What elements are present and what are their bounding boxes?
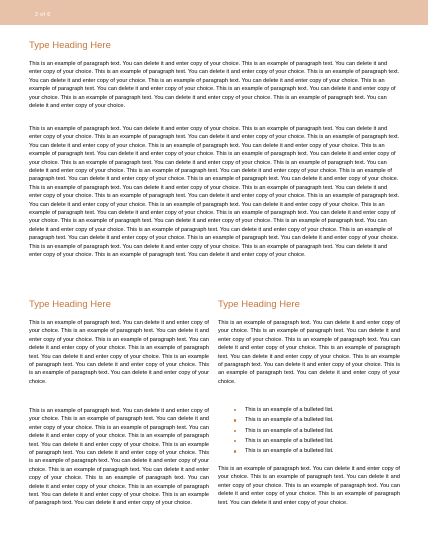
bulleted-list (218, 405, 408, 456)
section-heading-full: Type Heading Here (29, 40, 111, 51)
page-number: 2 of 6 (35, 12, 51, 18)
list-item-text: This is an example of a bulleted list. (245, 448, 334, 455)
paragraph-left-1: This is an example of paragraph text. You can delete it and enter copy of your choice. This is an example of paragraph text. You can delete it and enter copy of your choice. This is an example of paragraph text. You can delete it and enter copy of your choice. This is an example of paragraph text. You can delete it and enter copy of your choice. This is an example of paragraph text. You can delete it and enter copy of your choice. This is an example of paragraph text. You can delete it and enter copy of your choice. (29, 320, 209, 385)
list-item (218, 436, 408, 446)
list-item (218, 415, 408, 425)
list-item (218, 405, 408, 415)
list-item (218, 446, 408, 456)
section-heading-left: Type Heading Here (29, 299, 111, 310)
list-item-text: This is an example of a bulleted list. (245, 407, 334, 413)
bullet-icon (234, 419, 236, 421)
paragraph-right-2: This is an example of paragraph text. You can delete it and enter copy of your choice. This is an example of paragraph text. You can delete it and enter copy of your choice. This is an example of paragraph text. You can delete it and enter copy of your choice. This is an example of paragraph text. You can delete it and enter copy of your choice. (218, 466, 400, 506)
paragraph-full-2: This is an example of paragraph text. You can delete it and enter copy of your choice. This is an example of paragraph text. You can delete it and enter copy of your choice. This is an example of paragraph text. You can delete it and enter copy of your choice. This is an example of paragraph text. You can delete it and enter copy of your choice. This is an example of paragraph text. You can delete it and enter copy of your choice. This is an example of paragraph text. You can delete it and enter copy of your choice. This is an example of paragraph text. You can delete it and enter copy of your choice. This is an example of paragraph text. You can delete it and enter copy of your choice. This is an example of paragraph text. You can delete it and enter copy of your choice. This is an example of paragraph text. You can delete it and enter copy of your choice. This is an example of paragraph text. You can delete it and enter copy of your choice. This is an example of paragraph text. You can delete it and enter copy of your choice. This is an example of paragraph text. You can delete it and enter copy of your choice. This is an example of paragraph text. You can delete it and enter copy of your choice. This is an example of paragraph text. You can delete it and enter copy of your choice. This is an example of paragraph text. You can delete it and enter copy of your choice. This is an example of paragraph text. You can delete it and enter copy of your choice. This is an example of paragraph text. You can delete it and enter copy of your choice. This is an example of paragraph text. You can delete it and enter copy of your choice. This is an example of paragraph text. You can delete it and enter copy of your choice. This is an example of paragraph text. You can delete it and enter copy of your choice. This is an example of paragraph text. You can delete it and enter copy of your choice. This is an example of paragraph text. You can delete it and enter copy of your choice. This is an example of paragraph text. You can delete it and enter copy of your choice. This is an example of paragraph text. You can delete it and enter copy of your choice. This is an example of paragraph text. You can delete it and enter copy of your choice. This is an example of paragraph text. You can delete it and enter copy of your choice. (29, 126, 400, 259)
bullet-icon (234, 409, 236, 411)
bullet-icon (234, 440, 236, 442)
list-item-text: This is an example of a bulleted list. (245, 417, 334, 424)
list-item-text: This is an example of a bulleted list. (245, 437, 334, 444)
header-band (0, 0, 428, 25)
list-item (218, 426, 408, 436)
bullet-icon (234, 450, 236, 452)
bullet-icon (234, 430, 236, 432)
section-heading-right: Type Heading Here (218, 299, 300, 310)
list-item-text: This is an example of a bulleted list. (245, 427, 334, 434)
paragraph-full-1: This is an example of paragraph text. You can delete it and enter copy of your choice. This is an example of paragraph text. You can delete it and enter copy of your choice. This is an example of paragraph text. You can delete it and enter copy of your choice. This is an example of paragraph text. You can delete it and enter copy of your choice. This is an example of paragraph text. You can delete it and enter copy of your choice. This is an example of paragraph text. You can delete it and enter copy of your choice. This is an example of paragraph text. You can delete it and enter copy of your choice. This is an example of paragraph text. You can delete it and enter copy of your choice. This is an example of paragraph text. You can delete it and enter copy of your choice. (29, 61, 400, 110)
paragraph-right-1: This is an example of paragraph text. You can delete it and enter copy of your choice. This is an example of paragraph text. You can delete it and enter copy of your choice. This is an example of paragraph text. You can delete it and enter copy of your choice. This is an example of paragraph text. You can delete it and enter copy of your choice. This is an example of paragraph text. You can delete it and enter copy of your choice. This is an example of paragraph text. You can delete it and enter copy of your choice. (218, 320, 400, 385)
paragraph-left-2: This is an example of paragraph text. You can delete it and enter copy of your choice. This is an example of paragraph text. You can delete it and enter copy of your choice. This is an example of paragraph text. You can delete it and enter copy of your choice. This is an example of paragraph text. You can delete it and enter copy of your choice. This is an example of paragraph text. You can delete it and enter copy of your choice. This is an example of paragraph text. You can delete it and enter copy of your choice. This is an example of paragraph text. You can delete it and enter copy of your choice. This is an example of paragraph text. You can delete it and enter copy of your choice. This is an example of paragraph text. You can delete it and enter copy of your choice. This is an example of paragraph text. You can delete it and enter copy of your choice. (29, 408, 209, 507)
